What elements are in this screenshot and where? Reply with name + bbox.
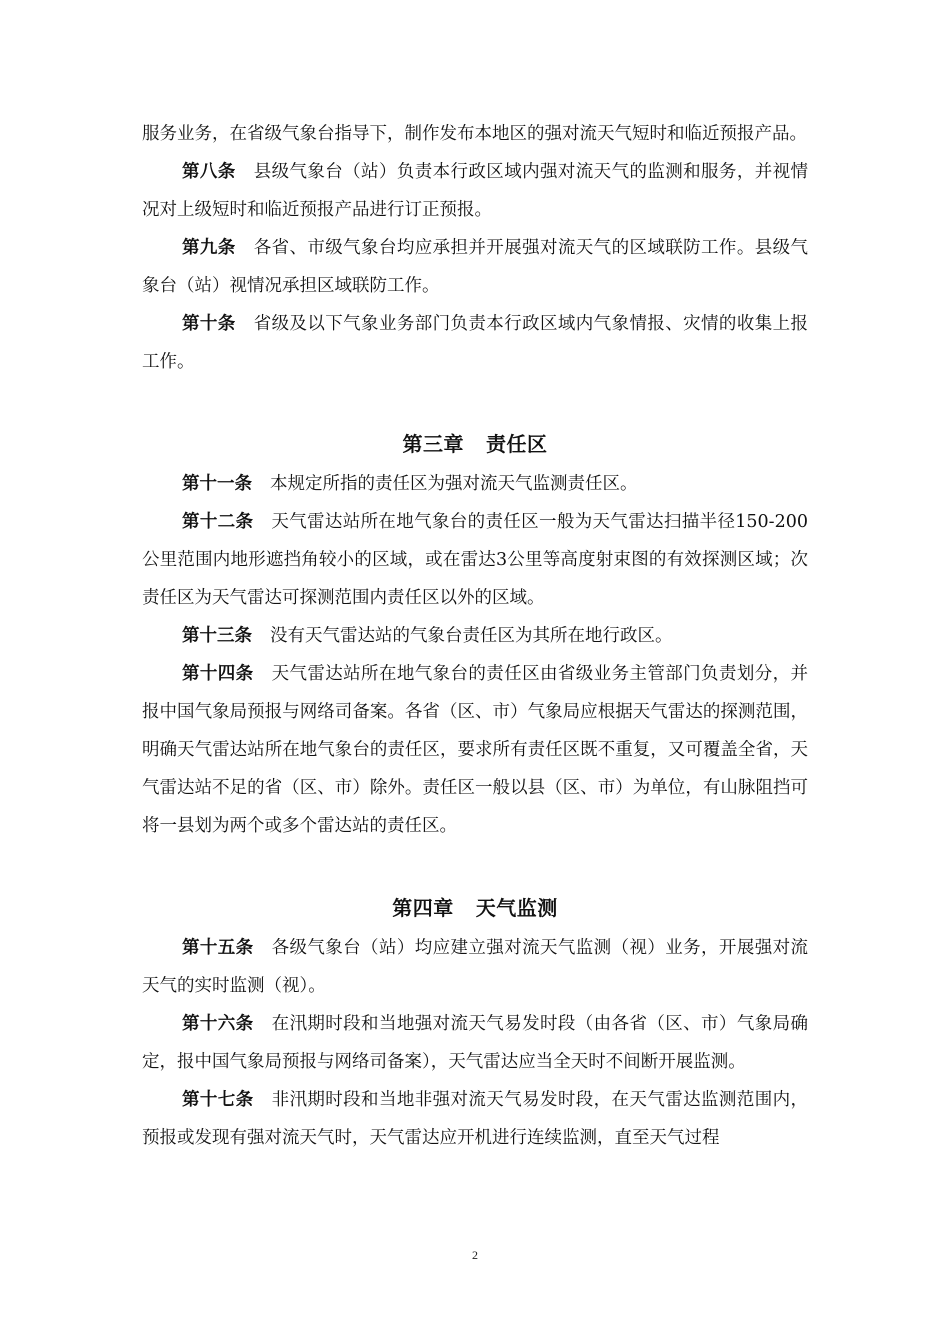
chapter-3-heading	[142, 423, 808, 465]
article-text: 天气雷达站所在地气象台的责任区一般为天气雷达扫描半径150-200公里范围内地形遮挡角较小的区域，或在雷达3公里等高度射束图的有效探测区域；次责任区为天气雷达可探测范围内责任区以外的区域。	[142, 512, 809, 608]
article-text: 天气雷达站所在地气象台的责任区由省级业务主管部门负责划分，并报中国气象局预报与网络司备案。各省（区、市）气象局应根据天气雷达的探测范围，明确天气雷达站所在地气象台的责任区，要求所有责任区既不重复，又可覆盖全省，天气雷达站不足的省（区、市）除外。责任区一般以县（区、市）为单位，有山脉阻挡可将一县划为两个或多个雷达站的责任区。	[142, 664, 809, 836]
article-text: 非汛期时段和当地非强对流天气易发时段，在天气雷达监测范围内，预报或发现有强对流天气时，天气雷达应开机进行连续监测，直至天气过程	[142, 1090, 809, 1148]
article-15	[142, 929, 808, 1005]
article-label: 第九条	[182, 238, 236, 258]
article-9	[142, 229, 808, 305]
article-label: 第十五条	[182, 938, 254, 958]
chapter-title: 天气监测	[475, 896, 558, 920]
article-12	[142, 503, 808, 617]
article-16	[142, 1005, 808, 1081]
paragraph-continued	[142, 115, 808, 153]
article-label: 第十三条	[182, 626, 252, 646]
article-13	[142, 617, 808, 655]
article-text: 各省、市级气象台均应承担并开展强对流天气的区域联防工作。县级气象台（站）视情况承担区域联防工作。	[142, 238, 809, 296]
article-11	[142, 465, 808, 503]
article-text: 没有天气雷达站的气象台责任区为其所在地行政区。	[270, 626, 673, 646]
page-number: 2	[472, 1248, 478, 1262]
chapter-title: 责任区	[486, 432, 548, 456]
article-label: 第八条	[182, 162, 236, 182]
article-text: 县级气象台（站）负责本行政区域内强对流天气的监测和服务，并视情况对上级短时和临近预报产品进行订正预报。	[142, 162, 809, 220]
chapter-4-heading	[142, 887, 808, 929]
article-label: 第十六条	[182, 1014, 254, 1034]
article-10	[142, 305, 808, 381]
document-body	[142, 115, 808, 1157]
article-label: 第十七条	[182, 1090, 254, 1110]
article-text: 本规定所指的责任区为强对流天气监测责任区。	[270, 474, 638, 494]
chapter-number: 第四章	[392, 896, 454, 920]
article-14	[142, 655, 808, 845]
paragraph-text: 服务业务，在省级气象台指导下，制作发布本地区的强对流天气短时和临近预报产品。	[142, 124, 807, 144]
article-label: 第十二条	[182, 512, 254, 532]
article-text: 在汛期时段和当地强对流天气易发时段（由各省（区、市）气象局确定，报中国气象局预报与网络司备案），天气雷达应当全天时不间断开展监测。	[142, 1014, 809, 1072]
article-label: 第十四条	[182, 664, 254, 684]
article-text: 各级气象台（站）均应建立强对流天气监测（视）业务，开展强对流天气的实时监测（视）。	[142, 938, 809, 996]
article-label: 第十一条	[182, 474, 252, 494]
article-8	[142, 153, 808, 229]
article-text: 省级及以下气象业务部门负责本行政区域内气象情报、灾情的收集上报工作。	[142, 314, 809, 372]
article-label: 第十条	[182, 314, 236, 334]
chapter-number: 第三章	[402, 432, 464, 456]
article-17	[142, 1081, 808, 1157]
